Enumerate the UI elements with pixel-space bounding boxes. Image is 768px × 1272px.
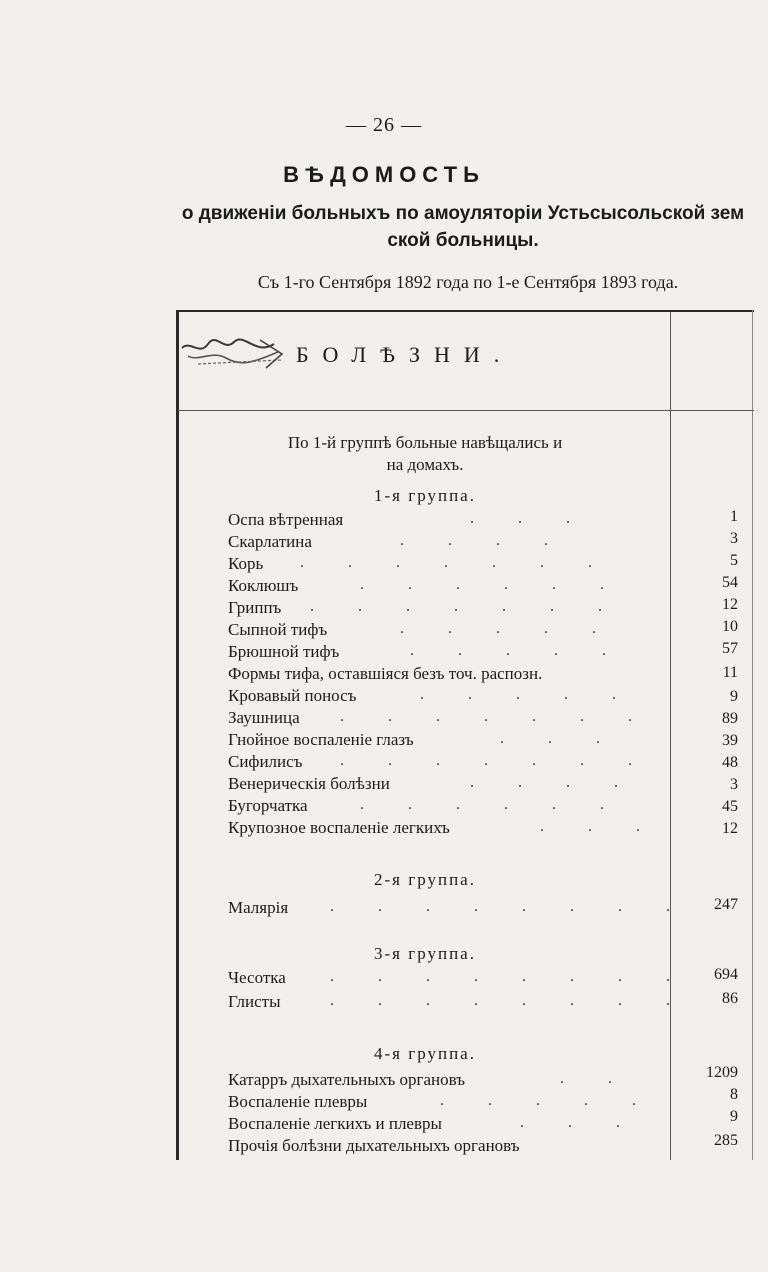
patient-count: 48 (722, 754, 738, 771)
patient-count: 1 (730, 508, 738, 525)
disease-name: Формы тифа, оставшіяся безъ точ. распозн. (228, 664, 543, 683)
table-intro-line-2: на домахъ. (386, 455, 464, 474)
patient-count: 5 (730, 552, 738, 569)
patient-count: 57 (722, 640, 738, 657)
leader-dots: . . . . . (410, 642, 626, 659)
leader-dots: . . . . (400, 532, 568, 549)
leader-dots: . . . . . (440, 1092, 656, 1109)
leader-dots: . . . . . . . (300, 554, 612, 571)
leader-dots: . . (560, 1070, 632, 1087)
disease-name: Гнойное воспаленіе глазъ (228, 730, 414, 749)
page-number: — 26 — (346, 114, 422, 136)
patient-count: 54 (722, 574, 738, 591)
disease-name: Прочія болѣзни дыхательныхъ органовъ (228, 1136, 520, 1155)
disease-name: Корь (228, 554, 264, 573)
subtitle-line-1: о движеніи больныхъ по амоуляторіи Устьсысольской зем (181, 203, 745, 224)
patient-count: 12 (722, 820, 738, 837)
leader-dots: . . . (520, 1114, 640, 1131)
patient-count: 3 (730, 530, 738, 547)
disease-name: Бугорчатка (228, 796, 308, 815)
disease-name: Глисты (228, 992, 281, 1011)
table-right-rule (752, 310, 753, 1160)
table-count-column-rule (670, 312, 671, 1160)
leader-dots: . . . . . . . (310, 598, 622, 615)
document-title: ВѢДОМОСТЬ (283, 162, 485, 187)
table-intro (180, 432, 670, 476)
disease-name: Заушница (228, 708, 300, 727)
library-stamp-mark (178, 334, 288, 374)
leader-dots: . . . (500, 730, 620, 747)
patient-count: 1209 (706, 1064, 738, 1081)
leader-dots: . . . . . . . . (330, 898, 690, 915)
patient-count: 9 (730, 688, 738, 705)
patient-count: 8 (730, 1086, 738, 1103)
table-heading: БОЛѢЗНИ. (296, 342, 514, 367)
leader-dots: . . . . . (420, 686, 636, 703)
leader-dots: . . . . . (400, 620, 616, 637)
table-top-rule (176, 310, 754, 312)
disease-name: Сифилисъ (228, 752, 303, 771)
disease-name: Чесотка (228, 968, 286, 987)
patient-count: 86 (722, 990, 738, 1007)
subtitle-line-2: ской больницы. (387, 230, 539, 251)
table-intro-line-1: По 1-й группѣ больные навѣщались и (287, 433, 563, 452)
disease-name: Гриппъ (228, 598, 282, 617)
disease-name: Крупозное воспаленіе легкихъ (228, 818, 450, 837)
disease-name: Оспа вѣтренная (228, 510, 344, 529)
table-header-rule (178, 410, 754, 411)
patient-count: 45 (722, 798, 738, 815)
disease-name: Венерическія болѣзни (228, 774, 390, 793)
table-left-rule (176, 310, 179, 1160)
disease-name: Малярія (228, 898, 289, 917)
patient-count: 10 (722, 618, 738, 635)
reporting-period: Съ 1-го Сентября 1892 года по 1-е Сентября 1893 года. (257, 272, 679, 292)
leader-dots: . . . . . . . (340, 752, 652, 769)
patient-count: 89 (722, 710, 738, 727)
leader-dots: . . . . . . (360, 796, 624, 813)
patient-count: 12 (722, 596, 738, 613)
leader-dots: . . . . . . . . (330, 992, 690, 1009)
disease-name: Воспаленіе легкихъ и плевры (228, 1114, 442, 1133)
patient-count: 11 (722, 664, 738, 681)
disease-name: Коклюшъ (228, 576, 299, 595)
leader-dots: . . . . (470, 774, 638, 791)
patient-count: 3 (730, 776, 738, 793)
leader-dots: . . . (470, 510, 590, 527)
disease-name: Сыпной тифъ (228, 620, 328, 639)
disease-name: Скарлатина (228, 532, 312, 551)
document-subtitle (168, 200, 758, 254)
patient-count: 694 (714, 966, 738, 983)
patient-count: 247 (714, 896, 738, 913)
disease-name: Воспаленіе плевры (228, 1092, 368, 1111)
disease-name: Катарръ дыхательныхъ органовъ (228, 1070, 466, 1089)
group-heading: 2-я группа. (374, 870, 476, 889)
group-heading: 1-я группа. (374, 486, 476, 505)
disease-name: Кровавый поносъ (228, 686, 357, 705)
leader-dots: . . . . . . (360, 576, 624, 593)
patient-count: 285 (714, 1132, 738, 1149)
group-heading: 3-я группа. (374, 944, 476, 963)
leader-dots: . . . . . . . (340, 708, 652, 725)
leader-dots: . . . . . . . . (330, 968, 690, 985)
disease-name: Брюшной тифъ (228, 642, 340, 661)
patient-count: 39 (722, 732, 738, 749)
patient-count: 9 (730, 1108, 738, 1125)
group-heading: 4-я группа. (374, 1044, 476, 1063)
leader-dots: . . . (540, 818, 660, 835)
